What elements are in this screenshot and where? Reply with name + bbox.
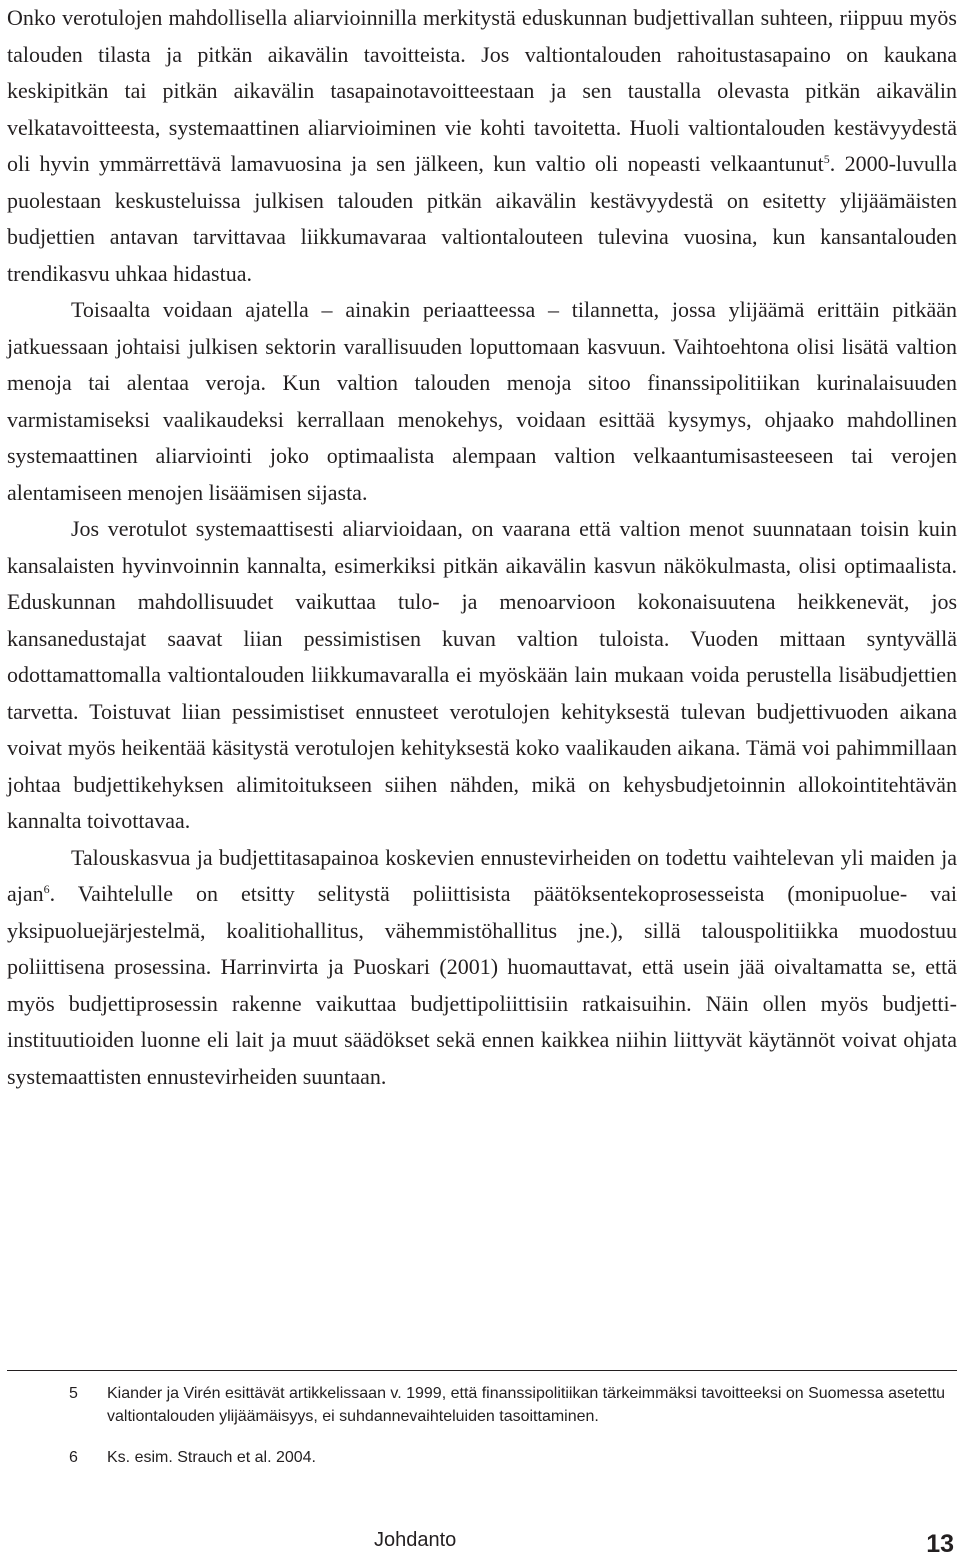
- paragraph-4: [7, 840, 957, 1096]
- page-number: 13: [926, 1530, 954, 1558]
- paragraph-3: Jos verotulot systemaattisesti aliarvioidaan, on vaarana että valtion menot suunnataan toisin kuin kansalaisten hyvinvoinnin kannalta, esimerkiksi pitkän aikavälin kasvun näkökulmasta, olisi optimaalista. Eduskunnan mahdollisuudet vaikuttaa tulo- ja menoarvioon kokonaisuutena heikkenevät, jos kansanedustajat saavat liian pessimistisen kuvan valtion tuloista. Vuoden mittaan syntyvällä odottamattomalla valtiontalouden liikkumavaralla ei myöskään lain mukaan voida perustella lisäbudjettien tarvetta. Toistuvat liian pessimistiset ennusteet verotulojen kehityksestä tulevan budjettivuoden aikana voivat myös heikentää käsitystä verotulojen kehityksestä koko vaalikauden aikana. Tämä voi pahimmillaan johtaa budjettikehyksen alimitoitukseen siihen nähden, mikä on kehysbudjetoinnin allokointitehtävän kannalta toivottavaa.: [7, 516, 957, 833]
- footnote-ref-5: 5: [823, 152, 830, 166]
- footnotes: [7, 1382, 957, 1487]
- body-text: [7, 0, 957, 1095]
- footnote-number: 5: [69, 1385, 78, 1402]
- paragraph-1: [7, 0, 957, 292]
- footnote-text: Ks. esim. Strauch et al. 2004.: [107, 1449, 316, 1466]
- footnote-text: Kiander ja Virén esittävät artikkelissaan v. 1999, että finanssipolitiikan tärkeimmäksi tavoitteeksi on Suomessa asetettu valtiontalouden ylijäämäisyys, ei suhdannevaihteluiden tasoittaminen.: [107, 1385, 946, 1425]
- paragraph-1-text-a: Onko verotulojen mahdollisella aliarvioinnilla merkitystä eduskunnan budjettivallan suhteen, riippuu myös talouden tilasta ja pitkän aikavälin tavoitteista. Jos valtiontalouden rahoitustasapaino on kaukana keskipitkän tai pitkän aikavälin tasapainotavoitteestaan ja sen taustalla olevasta pitkän aikavälin velkatavoitteesta, systemaattinen aliarvioiminen vie kohti tavoitetta. Huoli valtiontalouden kestävyydestä oli hyvin ymmärrettävä lamavuosina ja sen jälkeen, kun valtio oli nopeasti velkaantunut: [7, 5, 957, 176]
- paragraph-4-text-a: Talouskasvua ja budjettitasapainoa koskevien ennustevirheiden on todettu vaihtelevan yli maiden ja ajan: [7, 844, 957, 906]
- paragraph-1-text-b: . 2000-luvulla puolestaan keskusteluissa julkisen talouden pitkän aikavälin kestävyydestä on esitetty ylijäämäisten budjettien antavan tarvittavaa liikkumavaraa valtiontalouteen tulevina vuosina, kun kansantalouden trendikasvu uhkaa hidastua.: [7, 151, 958, 286]
- footnote-6: [7, 1446, 957, 1469]
- footnote-ref-6: 6: [43, 882, 50, 896]
- paragraph-2: Toisaalta voidaan ajatella – ainakin periaatteessa – tilannetta, jossa ylijäämä erittäin pitkään jatkuessaan johtaisi julkisen sektorin varallisuuden loputtomaan kasvuun. Vaihtoehtona olisi lisätä valtion menoja tai alentaa veroja. Kun valtion talouden menoja sitoo finanssipolitiikan kurinalaisuuden varmistamiseksi vaalikaudeksi kerrallaan menokehys, voidaan esittää kysymys, ohjaako mahdollinen systemaattinen aliarviointi joko optimaalista alempaan valtion velkaantumisasteeseen tai verojen alentamiseen menojen lisäämisen sijasta.: [7, 297, 957, 505]
- paragraph-4-text-b: . Vaihtelulle on etsitty selitystä poliittisista päätöksentekoprosesseista (monipuolue- vai yksipuoluejärjestelmä, koalitiohallitus, vähemmistöhallitus jne.), sillä talouspolitiikka muodostuu poliittisena prosessina. Harrinvirta ja Puoskari (2001) huomauttavat, että usein jää oivaltamatta se, että myös budjettiprosessin rakenne vaikuttaa budjettipoliittisiin ratkaisuihin. Näin ollen myös budjetti-instituutioiden luonne eli lait ja muut säädökset sekä ennen kaikkea niihin liittyvät käytännöt voivat ohjata systemaattisten ennustevirheiden suuntaan.: [7, 881, 957, 1089]
- running-footer-title: Johdanto: [374, 1529, 457, 1551]
- footnote-5: [7, 1382, 957, 1428]
- footnote-number: 6: [69, 1449, 78, 1466]
- footnote-divider: [7, 1370, 957, 1371]
